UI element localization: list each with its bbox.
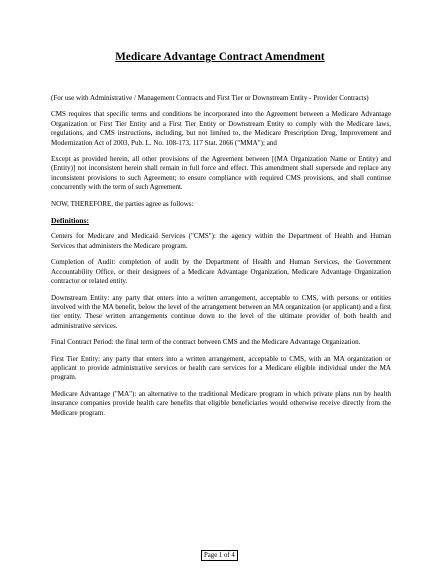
definition-downstream-entity: Downstream Entity: any party that enters into a written arrangement, acceptable to CMS, with persons or entities involved with the MA benefit, below the level of the arrangement between an MA organization (or applicant) and a first tier entity. These written arrangements continue down to the level of the ultimate provider of both health and administrative services. (51, 293, 391, 330)
definition-completion-of-audit: Completion of Audit: completion of audit by the Department of Health and Human Services, the Government Accountability Office, or their designees of a Medicare Advantage Organization, Medicare Advantage Organization contractor or related entity. (51, 258, 391, 286)
usage-note: (For use with Administrative / Management Contracts and First Tier or Downstream Entity - Provider Contracts) (51, 94, 369, 102)
definition-cms: Centers for Medicare and Medicaid Services ("CMS"): the agency within the Department of Health and Human Services that administers the Medicare program. (51, 232, 391, 250)
definition-medicare-advantage: Medicare Advantage ("MA"): an alternative to the traditional Medicare program in which private plans run by health insurance companies provide health care benefits that eligible beneficiaries would otherwise receive directly from the Medicare program. (51, 389, 391, 417)
definition-first-tier-entity: First Tier Entity: any party that enters into a written arrangement, acceptable to CMS, with an MA organization or applicant to provide administrative services or health care services for a Medicare eligible individual under the MA program. (51, 354, 391, 382)
definition-final-contract-period: Final Contract Period: the final term of the contract between CMS and the Medicare Advantage Organization. (51, 338, 361, 347)
definitions-heading: Definitions: (51, 216, 89, 226)
document-title: Medicare Advantage Contract Amendment (115, 51, 325, 63)
document-body (51, 94, 391, 425)
except-paragraph: Except as provided herein, all other provisions of the Agreement between [(MA Organization Name or Entity) and (Entity)] not inconsistent herein shall remain in full force and effect. This amendment shall supersede and replace any inconsistent provisions to such Agreement; to ensure compliance with required CMS provisions, and shall continue concurrently with the term of such Agreement. (51, 155, 391, 192)
page-number: Page 1 of 4 (201, 550, 238, 561)
cms-requirements-paragraph: CMS requires that specific terms and conditions be incorporated into the Agreement between a Medicare Advantage Organization or First Tier Entity and a First Tier Entity or Downstream Entity to comply with the Medicare laws, regulations, and CMS instructions, including, but not limited to, the Medicare Prescription Drug, Improvement and Modernization Act of 2003, Pub. L. No. 108-173, 117 Stat. 2066 ("MMA"); and (51, 110, 391, 147)
now-therefore-paragraph: NOW, THEREFORE, the parties agree as follows: (51, 199, 194, 208)
